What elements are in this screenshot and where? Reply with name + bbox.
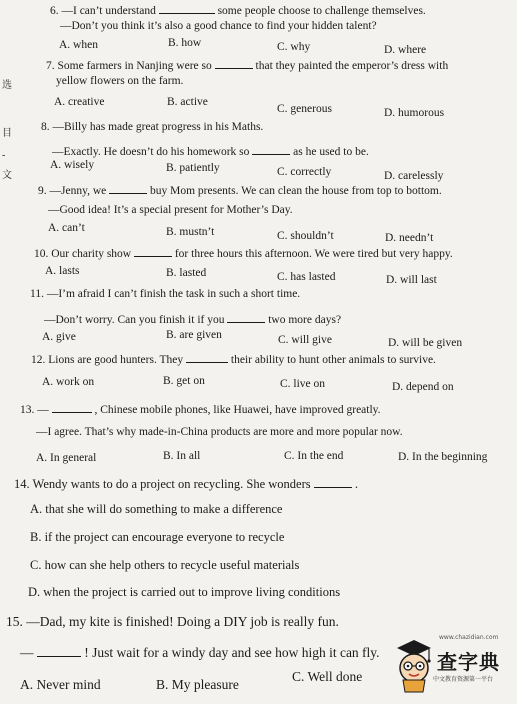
stem-text: 7. Some farmers in Nanjing were so — [46, 60, 212, 73]
stem-text: yellow flowers on the farm. — [56, 75, 184, 87]
option-b: B. mustn’t — [166, 226, 215, 238]
option-c: C. In the end — [284, 450, 344, 462]
stem-text: 10. Our charity show — [34, 248, 132, 261]
stem-text: that they painted the emperor’s dress with — [255, 60, 449, 73]
option-a: A. creative — [54, 96, 105, 108]
answer-blank — [37, 645, 81, 657]
stem-text: , Chinese mobile phones, like Huawei, have improved greatly. — [94, 404, 381, 417]
question-stem — [20, 403, 381, 417]
question-stem — [30, 289, 300, 301]
option-b: B. My pleasure — [156, 677, 239, 692]
answer-blank — [52, 403, 92, 413]
stem-text: as he used to be. — [293, 146, 369, 159]
graduate-cartoon-icon — [393, 634, 435, 696]
stem-text: 6. —I can’t understand — [50, 5, 156, 18]
stem-text: 14. Wendy wants to do a project on recycling. She wonders — [14, 477, 311, 491]
stem-text: —Exactly. He doesn’t do his homework so — [52, 146, 250, 159]
stem-text: 15. —Dad, my kite is finished! Doing a DIY job is really fun. — [6, 614, 339, 629]
margin-mark: 目 — [2, 128, 12, 139]
question-stem — [46, 59, 448, 73]
watermark-url: www.chazidian.com — [439, 634, 499, 641]
watermark-subtitle: 中文教育资源第一平台 — [433, 676, 494, 683]
option-d: D. will last — [386, 274, 437, 286]
option-c: C. live on — [280, 378, 326, 390]
question-stem — [60, 21, 377, 33]
stem-text: their ability to hunt other animals to survive. — [230, 354, 436, 367]
question-stem — [41, 122, 263, 134]
option-a: A. work on — [42, 376, 95, 388]
stem-text: —Don’t worry. Can you finish it if you — [44, 314, 225, 327]
option-a: A. wisely — [50, 159, 95, 171]
option-a: A. lasts — [45, 265, 80, 277]
option-d: D. when the project is carried out to improve living conditions — [28, 585, 341, 599]
question-stem — [48, 205, 293, 217]
answer-blank — [227, 313, 265, 323]
option-c: C. correctly — [277, 166, 332, 178]
question-stem — [38, 184, 442, 198]
option-b: B. get on — [163, 375, 205, 387]
stem-text: —I agree. That’s why made-in-China products are more and more popular now. — [36, 426, 403, 438]
option-b: B. lasted — [166, 267, 207, 279]
option-a: A. can’t — [48, 222, 85, 234]
stem-text: — — [20, 644, 34, 660]
stem-text: for three hours this afternoon. We were tired but very happy. — [174, 248, 453, 261]
option-a: A. when — [59, 39, 98, 51]
question-stem — [31, 353, 436, 367]
answer-blank — [159, 4, 215, 14]
stem-text: two more days? — [268, 314, 342, 327]
option-c: C. will give — [278, 334, 332, 346]
margin-mark: - — [2, 150, 6, 161]
question-stem — [34, 247, 453, 261]
option-d: D. carelessly — [384, 170, 444, 182]
option-a: A. In general — [36, 452, 97, 464]
option-d: D. needn’t — [385, 232, 434, 244]
answer-blank — [134, 247, 172, 257]
option-c: C. shouldn’t — [277, 230, 334, 242]
question-stem — [50, 4, 426, 18]
question-stem — [52, 145, 369, 159]
answer-blank — [215, 59, 253, 69]
stem-text: ! Just wait for a windy day and see how high it can fly. — [84, 644, 380, 660]
margin-mark: 文 — [2, 170, 12, 181]
question-stem — [56, 76, 183, 88]
option-a: A. Never mind — [20, 677, 101, 692]
option-b: B. if the project can encourage everyone to recycle — [30, 530, 285, 544]
stem-text: 11. —I’m afraid I can’t finish the task in such a short time. — [30, 288, 301, 300]
option-a: A. give — [42, 331, 76, 343]
answer-blank — [186, 353, 228, 363]
watermark-logo — [393, 632, 511, 698]
question-stem — [6, 615, 339, 629]
option-a: A. that she will do something to make a difference — [30, 502, 283, 516]
option-c: C. Well done — [292, 669, 363, 684]
stem-text: 12. Lions are good hunters. They — [31, 354, 184, 367]
option-c: C. generous — [277, 103, 332, 115]
option-b: B. active — [167, 96, 208, 108]
question-stem — [36, 427, 403, 439]
answer-blank — [109, 184, 147, 194]
question-stem — [14, 477, 358, 491]
stem-text: . — [354, 477, 358, 491]
option-b: B. are given — [166, 329, 222, 341]
option-b: B. In all — [163, 450, 201, 462]
answer-blank — [314, 477, 352, 488]
stem-text: some people choose to challenge themselves. — [217, 5, 426, 18]
option-c: C. why — [277, 41, 311, 53]
option-d: D. humorous — [384, 107, 445, 119]
option-d: D. will be given — [388, 337, 463, 349]
stem-text: 13. — — [20, 404, 49, 417]
option-d: D. depend on — [392, 381, 454, 393]
option-c: C. how can she help others to recycle useful materials — [30, 558, 300, 572]
stem-text: 9. —Jenny, we — [38, 185, 107, 198]
stem-text: —Don’t you think it’s also a good chance to find your hidden talent? — [60, 20, 377, 32]
question-stem — [20, 645, 380, 659]
stem-text: 8. —Billy has made great progress in his Maths. — [41, 121, 264, 133]
stem-text: buy Mom presents. We can clean the house from top to bottom. — [150, 185, 442, 198]
margin-mark: 选 — [2, 80, 12, 91]
answer-blank — [252, 145, 290, 155]
watermark-title: 查字典 — [437, 650, 500, 674]
stem-text: —Good idea! It’s a special present for Mother’s Day. — [48, 204, 293, 216]
option-d: D. where — [384, 44, 427, 56]
option-b: B. patiently — [166, 162, 220, 174]
question-stem — [44, 313, 341, 327]
option-b: B. how — [168, 37, 202, 49]
option-c: C. has lasted — [277, 271, 336, 283]
option-d: D. In the beginning — [398, 451, 488, 463]
